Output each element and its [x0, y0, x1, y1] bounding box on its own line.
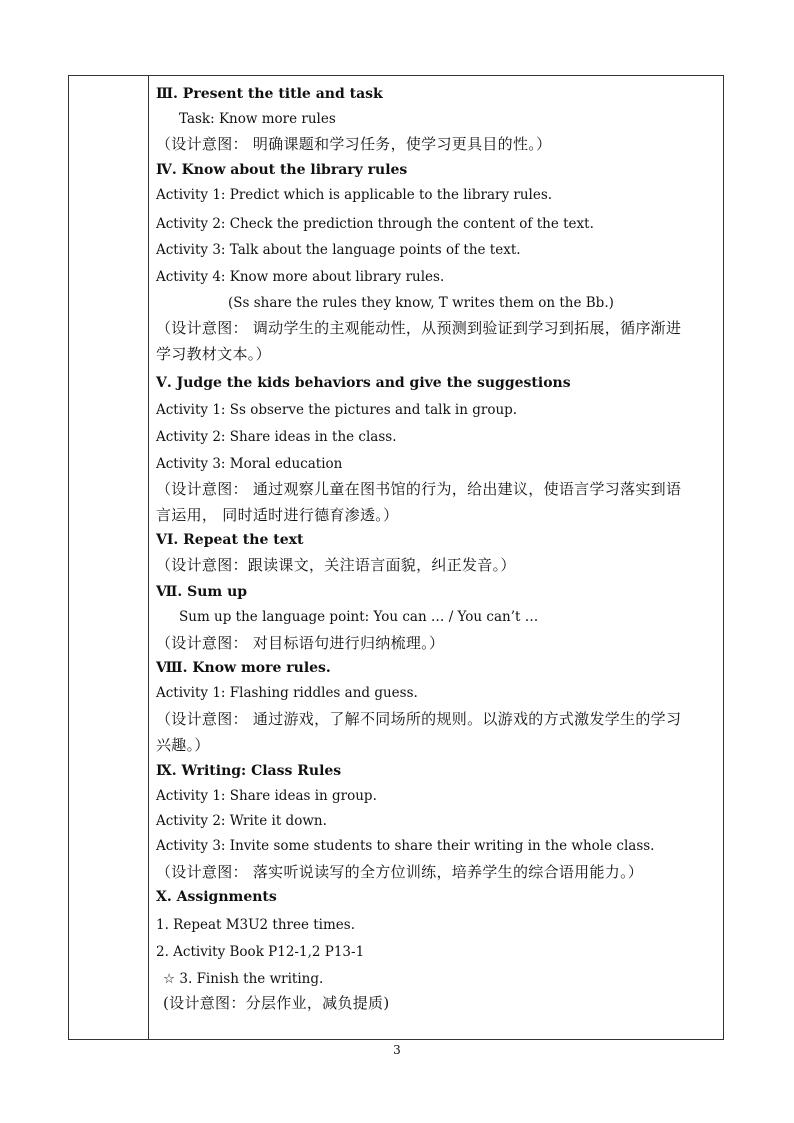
- design-note: （设计意图：跟读课文，关注语言面貌，纠正发音。）: [156, 556, 516, 574]
- assignment-item-starred: ☆ 3. Finish the writing.: [163, 971, 324, 987]
- activity-line: Activity 3: Moral education: [156, 456, 343, 472]
- activity-line: Activity 2: Check the prediction through the content of the text.: [156, 216, 594, 232]
- activity-detail: (Ss share the rules they know, T writes them on the Bb.): [228, 295, 614, 311]
- heading-know-more-rules: Ⅷ. Know more rules.: [156, 660, 331, 676]
- activity-line: Activity 1: Ss observe the pictures and talk in group.: [156, 402, 518, 418]
- activity-line: Activity 3: Talk about the language points of the text.: [156, 242, 521, 258]
- design-note: （设计意图： 明确课题和学习任务，使学习更具目的性。）: [156, 135, 552, 153]
- assignment-item: 2. Activity Book P12-1,2 P13-1: [156, 944, 365, 960]
- heading-library-rules: Ⅳ. Know about the library rules: [156, 162, 408, 178]
- activity-line: Activity 2: Write it down.: [156, 813, 327, 829]
- design-note: （设计意图： 调动学生的主观能动性，从预测到验证到学习到拓展，循序渐进: [156, 319, 682, 337]
- task-line: Task: Know more rules: [179, 111, 336, 127]
- activity-line: Activity 3: Invite some students to share their writing in the whole class.: [156, 838, 655, 854]
- design-note: （设计意图： 对目标语句进行归纳梳理。）: [156, 634, 445, 652]
- activity-line: Activity 1: Predict which is applicable to the library rules.: [156, 187, 553, 203]
- design-note: （设计意图： 落实听说读写的全方位训练，培养学生的综合语用能力。）: [156, 863, 644, 881]
- heading-sum-up: Ⅶ. Sum up: [156, 584, 248, 600]
- heading-judge-behaviors: Ⅴ. Judge the kids behaviors and give the suggestions: [156, 375, 571, 391]
- design-note: （设计意图： 通过观察儿童在图书馆的行为，给出建议，使语言学习落实到语: [156, 480, 682, 498]
- activity-line: Activity 2: Share ideas in the class.: [156, 429, 397, 445]
- design-note: (设计意图：分层作业，减负提质): [163, 994, 390, 1012]
- heading-repeat-text: VI. Repeat the text: [156, 532, 304, 548]
- page-number: 3: [393, 1043, 401, 1057]
- activity-line: Activity 4: Know more about library rules.: [156, 269, 445, 285]
- column-divider: [148, 76, 149, 1039]
- sum-up-line: Sum up the language point: You can … / You can’t …: [179, 609, 539, 625]
- heading-present-title: Ⅲ. Present the title and task: [156, 86, 383, 102]
- design-note: （设计意图： 通过游戏，了解不同场所的规则。以游戏的方式激发学生的学习: [156, 710, 682, 728]
- lesson-plan-table: [68, 75, 724, 1040]
- heading-assignments: Ⅹ. Assignments: [156, 889, 277, 905]
- design-note-cont: 学习教材文本。）: [156, 345, 271, 363]
- design-note-cont: 言运用， 同时适时进行德育渗透。）: [156, 506, 399, 524]
- activity-line: Activity 1: Share ideas in group.: [156, 788, 377, 804]
- activity-line: Activity 1: Flashing riddles and guess.: [156, 685, 418, 701]
- heading-writing: Ⅸ. Writing: Class Rules: [156, 763, 342, 779]
- design-note-cont: 兴趣。）: [156, 736, 210, 754]
- assignment-item: 1. Repeat M3U2 three times.: [156, 917, 355, 933]
